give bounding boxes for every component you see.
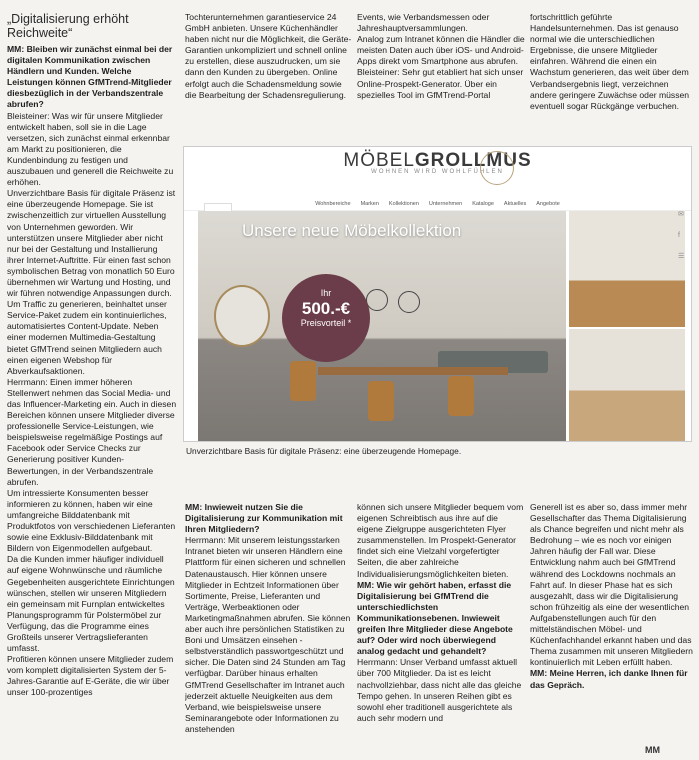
site-logo: MÖBELGROLLMUS <box>343 150 532 171</box>
badge-small: Ihr <box>320 288 332 298</box>
answer-paragraph: Um intressierte Konsumenten besser informieren zu können, haben wir eine umfangreiche Bilddatenbank mit Produktfotos von verschiedenen Lieferanten sowie eine Exklusiv-Bilddatenbank mit Bildern von Eigenmodellen aufgebaut. <box>7 487 176 554</box>
social-icons <box>678 209 688 262</box>
nav-item[interactable]: Unternehmen <box>428 201 463 207</box>
share-icon: ☰ <box>678 253 685 261</box>
nav-item[interactable]: Angebote <box>536 201 560 207</box>
question-paragraph: MM: Inwieweit nutzen Sie die Digitalisierung zur Kommunikation mit Ihren Mitgliedern? <box>185 502 343 535</box>
chair <box>368 381 394 421</box>
chair <box>448 376 474 416</box>
article-column-4-bottom <box>530 502 695 742</box>
question-paragraph: MM: Meine Herren, ich danke Ihnen für das Gepräch. <box>530 668 688 690</box>
nav-item[interactable]: Kataloge <box>472 201 494 207</box>
column-1-text <box>7 44 177 699</box>
site-nav <box>184 199 691 211</box>
tree-logo-icon <box>480 151 514 185</box>
image-caption: Unverzichtbare Basis für digitale Präsenz: eine überzeugende Homepage. <box>186 446 462 456</box>
author-signature: MM <box>645 745 660 755</box>
answer-paragraph: können sich unsere Mitglieder bequem vom eigenen Schreibtisch aus ihre auf die eigene Zielgruppe ausgerichteten Flyer zusammenstellen. Im Prospekt-Generator findet sich eine Vielzahl vorgefertigter Seiten, die aber zahlreiche Individualisierungsmöglichkeiten bieten. <box>357 502 524 579</box>
hero-headline: Unsere neue Möbelkollektion <box>242 221 462 240</box>
answer-paragraph: Herrmann: Unser Verband umfasst aktuell über 700 Mitglieder. Da ist es leicht nachvollziehbar, dass nicht alle das gleiche Tempo gehen. In unseren Reihen gibt es sowohl eher traditionell ausgerichtete als auch sehr modern und <box>357 657 522 723</box>
chair <box>290 361 316 401</box>
answer-paragraph: Generell ist es aber so, dass immer mehr Gesellschafter das Thema Digitalisierung als Chance begreifen und nicht mehr als Bedrohung – wie es noch vor einigen Jahren häufig der Fall war. Diese Entwicklung nahm auch bei GfMTrend während des Lockdowns nochmals an Fahrt auf. In dieser Phase hat es sich ausgezahlt, dass wir die Digitalisierung schon frühzeitig als eine der wesentlichen Aufgabenstellungen auch für den mittelständischen Möbel- und Küchenfachhandel erkannt haben und das Thema zusammen mit unseren Mitgliedern kontinuierlich mit Leben erfüllt haben. <box>530 502 693 668</box>
answer-paragraph: Herrmann: Mit unserem leistungsstarken Intranet bieten wir unseren Händlern eine Plattform für einen sicheren und schnellen Datenaustausch. Hier können unsere Mitglieder in Echtzeit Informationen über Sortimente, Preise, Lieferanten und Verträge, Werbeaktionen oder Marketingmaßnahmen abrufen. Sie können aber auch ihre persönlichen Statistiken zu Boni und Umsätzen einsehen - selbstverständlich passwortgeschützt und sicher. Die Daten sind 24 Stunden am Tag verfügbar. Darüber hinaus erhalten GfMTrend Gesellschafter im Intranet auch jederzeit aktuelle Neuigkeiten aus dem Verband, wie beispielsweise unsere Seminarangebote oder Informationen zu anstehenden <box>185 535 351 734</box>
article-column-3-top <box>357 12 525 142</box>
nav-item[interactable]: Kollektionen <box>388 201 419 207</box>
answer-paragraph: Da die Kunden immer häufiger individuell auf eigene Wohnwünsche und räumliche Gegebenheiten ausgerichtete Einrichtungen wünschen, stellen wir unseren Mitgliedern ein gemeinsam mit Furnplan entwickeltes Planungsprogramm für Polstermöbel zur Verfügung, das die Programme eines Großteils unserer Vertragslieferanten umfasst. <box>7 554 175 654</box>
facebook-icon: f <box>678 232 680 240</box>
column-4-top-text: fortschrittlich geführte Handelsunternehmen. Das ist genauso normal wie die unterschiedlichen Ergebnisse, die unsere Mitglieder einfahren. Während die einen ein Wachstum generieren, das weit über dem Verbandsergebnis liegt, verzeichnen andere geringere Zuwächse oder müssen eventuell sogar Rückgänge verbuchen. <box>530 12 690 111</box>
side-photo-living <box>569 211 685 327</box>
pendant-lamp-icon <box>398 291 420 313</box>
answer-paragraph: Unverzichtbare Basis für digitale Präsenz ist eine überzeugende Homepage. Sie ist zwischenzeitlich zur virtuellen Ausstellung von Unternehmen geworden. Wir unterstützen unsere Mitglieder aber nicht nur bei der Gestaltung und Installierung ihrer Internet-Auftritte. Für einen fast schon symbolischen Betrag von monatlich 50 Euro übernehmen wir Wartung und Hosting, und wir führen notwendige Anpassungen durch. Um Traffic zu generieren, beinhaltet unser Service-Paket zudem ein kontinuierliches, automatisiertes Content-Update. Neben einer modernen Multimedia-Gestaltung bietet GfMTrend seinen Mitgliedern auch einen eigenen Webshop für Abverkaufsaktionen. <box>7 188 176 376</box>
answer-paragraph: Bleisteiner: Was wir für unsere Mitglieder entwickelt haben, soll sie in die Lage versetzen, sich zunächst einmal erkennbar am Markt zu positionieren, die Kundenbindung zu festigen und auszubauen und generell die Reichweite zu erhöhen. <box>7 110 174 188</box>
nav-item[interactable]: Wohnbereiche <box>315 201 351 207</box>
homepage-screenshot <box>183 146 692 442</box>
site-tagline: WOHNEN WIRD WOHLFÜHLEN <box>371 169 504 176</box>
nav-item[interactable]: Aktuelles <box>503 201 527 207</box>
answer-paragraph: Herrmann: Einen immer höheren Stellenwert nehmen das Social Media- und das Influencer-Marketing ein. Auch in diesen Bereichen können unsere Mitglieder diverse professionelle Service-Leistungen, wie beispielsweise regelmäßige Postings auf Facebook oder Service Checks zur Generierung positiver Kunden-Bewertungen, in der Verbandszentrale abrufen. <box>7 376 177 487</box>
nav-item[interactable]: Marken <box>360 201 379 207</box>
article-title: „Digitalisierung erhöht Reichweite“ <box>7 12 129 40</box>
column-2-top-text: Tochterunternehmen garantieservice 24 GmbH anbieten. Unsere Küchenhändler haben nicht nur die Möglichkeit, die Geräte-Garantien unkompliziert und schnell online zu erstellen, diese auszudrucken, um sie dann den Kunden zu übergeben. Online erfolgt auch die Schadensmeldung sowie die Bearbeitung der Schadensregulierung. <box>185 12 352 100</box>
column-3-top-text: Events, wie Verbandsmessen oder Jahreshauptversammlungen. Analog zum Intranet können die Händler die meisten Daten auch über iOS- und Android-Apps direkt vom Smartphone aus abrufen. Bleisteiner: Sehr gut etabliert hat sich unser Online-Prospekt-Generator. Über ein spezielles Tool im GfMTrend-Portal <box>357 12 525 100</box>
article-column-2-top <box>185 12 353 142</box>
round-mirror <box>214 285 270 347</box>
answer-paragraph: Profitieren können unsere Mitglieder zudem vom komplett digitalisierten System der 5-Jahres-Garantie auf E-Geräte, die wir über unser 100-prozentiges <box>7 654 174 698</box>
mail-icon: ✉ <box>678 211 684 218</box>
article-column-2-bottom <box>185 502 353 758</box>
article-column-4-top <box>530 12 695 142</box>
site-header <box>184 147 691 199</box>
price-badge <box>282 274 370 362</box>
question-paragraph: MM: Wie wir gehört haben, erfasst die Digitalisierung bei GfMTrend die unterschiedlichsten Kommunikationsebenen. Inwieweit greifen Ihre Mitglieder diese Angebote auf? Oder wird noch überwiegend analog gedacht und gehandelt? <box>357 579 513 657</box>
article-column-3-bottom <box>357 502 525 758</box>
hero-scene <box>198 211 566 441</box>
question-paragraph: MM: Bleiben wir zunächst einmal bei der digitalen Kommunikation zwischen Händlern und Kunden. Welche Leistungen können GfMTrend-Mitglieder diesbezüglich in der Verbandszentrale abrufen? <box>7 44 173 110</box>
badge-price: 500.-€ <box>301 299 351 318</box>
dining-table <box>318 367 508 375</box>
article-column-1 <box>7 12 177 757</box>
side-photo-dining <box>569 329 685 441</box>
badge-label: Preisvorteil * <box>300 318 352 328</box>
